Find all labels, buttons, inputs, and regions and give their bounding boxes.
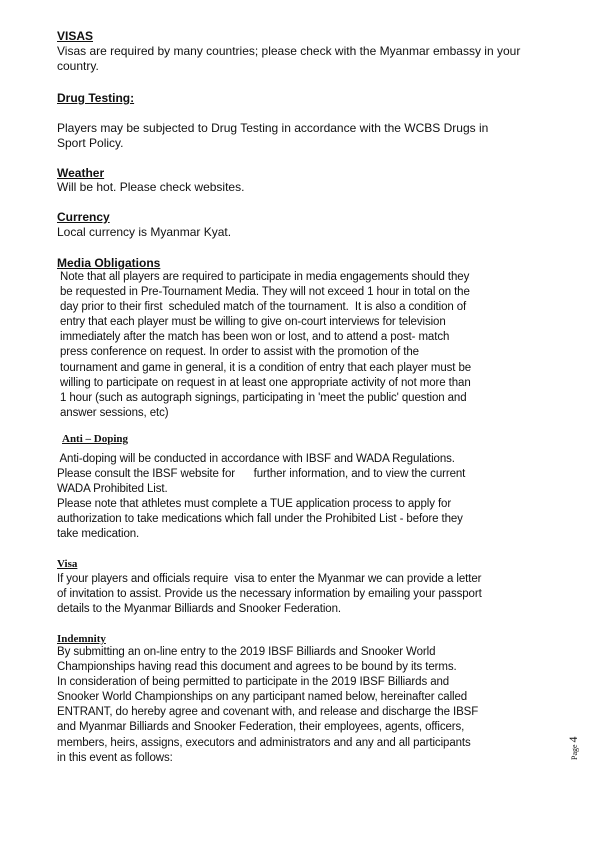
- page-label-word: Page: [570, 744, 579, 760]
- anti-doping-line: Anti-doping will be conducted in accordance with IBSF and WADA Regulations.: [57, 453, 455, 465]
- page-number: [566, 736, 581, 760]
- visas-line: country.: [57, 59, 99, 74]
- drug-testing-line: Sport Policy.: [57, 136, 124, 151]
- media-obligations-body: [60, 270, 471, 421]
- media-line: be requested in Pre-Tournament Media. They will not exceed 1 hour in total on the: [60, 286, 470, 299]
- media-line: Note that all players are required to participate in media engagements should they: [60, 271, 470, 283]
- drug-testing-heading: Drug Testing:: [57, 91, 135, 105]
- currency-body: [57, 225, 231, 240]
- media-line: answer sessions, etc): [60, 406, 169, 419]
- drug-testing-line: Players may be subjected to Drug Testing in accordance with the WCBS Drugs in: [57, 121, 489, 135]
- visas-heading: VISAS: [57, 29, 94, 43]
- weather-line: Will be hot. Please check websites.: [57, 180, 245, 194]
- indemnity-line: and Myanmar Billiards and Snooker Federation, their employees, agents, officers,: [57, 721, 465, 734]
- media-line: day prior to their first scheduled match of the tournament. It is also a condition of: [60, 301, 467, 314]
- visa-line: If your players and officials require visa to enter the Myanmar we can provide a letter: [57, 573, 482, 585]
- indemnity-line: in this event as follows:: [57, 751, 173, 764]
- anti-doping-line: Please note that athletes must complete a TUE application process to apply for: [57, 498, 452, 511]
- visas-line: Visas are required by many countries; please check with the Myanmar embassy in your: [57, 44, 521, 58]
- indemnity-line: ENTRANT, do hereby agree and covenant with, and release and discharge the IBSF: [57, 706, 479, 719]
- media-line: immediately after the match has been won or lost, and to attend a post- match: [60, 331, 450, 344]
- indemnity-body: [57, 645, 478, 766]
- media-line: 1 hour (such as autograph signings, participating in 'meet the public' question and: [60, 391, 467, 404]
- currency-line: Local currency is Myanmar Kyat.: [57, 225, 232, 239]
- indemnity-line: Snooker World Championships on any participant named below, hereinafter called: [57, 691, 468, 704]
- media-obligations-heading: Media Obligations: [57, 256, 161, 270]
- anti-doping-line: WADA Prohibited List.: [57, 483, 168, 496]
- media-line: press conference on request. In order to assist with the promotion of the: [60, 346, 419, 359]
- indemnity-heading: Indemnity: [57, 633, 106, 645]
- weather-body: [57, 180, 244, 195]
- currency-heading: Currency: [57, 210, 110, 224]
- anti-doping-line: authorization to take medications which fall under the Prohibited List - before they: [57, 513, 463, 526]
- page-label-number: 4: [566, 736, 580, 743]
- anti-doping-body: [57, 452, 465, 543]
- visa-body: [57, 572, 482, 617]
- indemnity-line: members, heirs, assigns, executors and administrators and any and all participants: [57, 736, 471, 749]
- anti-doping-line: Please consult the IBSF website for further information, and to view the current: [57, 468, 466, 481]
- anti-doping-heading: Anti – Doping: [62, 433, 129, 445]
- visa-line: details to the Myanmar Billiards and Snooker Federation.: [57, 603, 341, 616]
- visa-line: of invitation to assist. Provide us the necessary information by emailing your passport: [57, 588, 482, 601]
- visas-body: [57, 44, 520, 74]
- indemnity-line: Championships having read this document and agrees to be bound by its terms.: [57, 661, 457, 674]
- weather-heading: Weather: [57, 166, 105, 180]
- visa-heading: Visa: [57, 558, 78, 570]
- media-line: tournament and game in general, it is a condition of entry that each player must be: [60, 361, 472, 374]
- indemnity-line: By submitting an on-line entry to the 2019 IBSF Billiards and Snooker World: [57, 646, 436, 658]
- anti-doping-line: take medication.: [57, 528, 140, 541]
- media-line: entry that each player must be willing to give on-court interviews for television: [60, 316, 446, 329]
- drug-testing-body: [57, 121, 488, 151]
- indemnity-line: In consideration of being permitted to participate in the 2019 IBSF Billiards and: [57, 676, 450, 689]
- media-line: willing to participate on request in at least one appropriate activity of not more than: [60, 376, 471, 389]
